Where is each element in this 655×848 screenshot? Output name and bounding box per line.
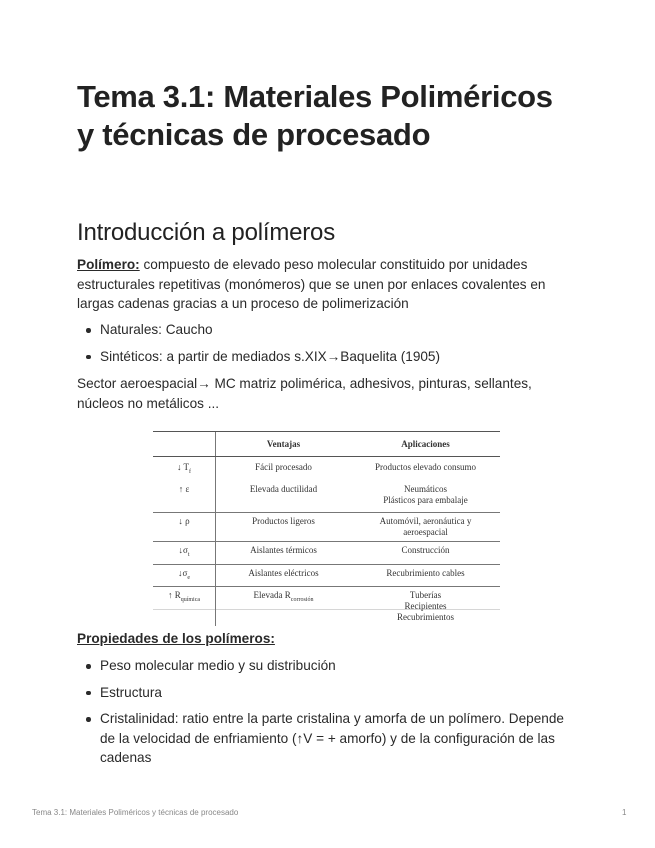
advantage-sub: corrosión <box>290 597 314 604</box>
definition-term: Polímero: <box>77 257 140 272</box>
advantages-table <box>153 431 500 623</box>
table-row <box>153 481 500 513</box>
advantage-cell: Elevada ductilidad <box>216 481 352 513</box>
table-row <box>153 587 500 627</box>
page-number: 1 <box>622 808 627 817</box>
table-row <box>153 512 500 541</box>
advantage-cell: Elevada R <box>253 590 291 601</box>
definition-text: compuesto de elevado peso molecular constituido por unidades estructurales repetitivas (monómeros) que se unen por enlaces covalentes en largas cadenas gracias a un proceso de polimerización <box>77 257 546 311</box>
polymer-types-list <box>77 320 577 373</box>
symbol-cell: ↓ ρ <box>178 515 190 526</box>
symbol-cell: ↑ R <box>167 590 181 601</box>
table-header <box>153 432 216 457</box>
symbol-sub: química <box>180 597 201 604</box>
application-cell: Tuberías Recipientes Recubrimientos <box>397 590 454 623</box>
table-row <box>153 541 500 564</box>
advantage-cell: Fácil procesado <box>255 462 312 472</box>
list-item: Naturales: Caucho <box>77 320 577 340</box>
table-header: Aplicaciones <box>351 432 500 457</box>
page-title: Tema 3.1: Materiales Poliméricos y técnicas de procesado <box>77 79 553 152</box>
symbol-cell: ↓σ <box>177 567 188 578</box>
symbol-sub: f <box>189 468 192 475</box>
advantage-cell: Aislantes eléctricos <box>216 564 352 587</box>
symbol-cell: ↓σ <box>178 544 188 555</box>
application-cell: Automóvil, aeronáutica y aeroespacial <box>351 512 500 541</box>
properties-list <box>77 656 577 775</box>
list-item: Sintéticos: a partir de mediados s.XIX→Baquelita (1905) <box>77 347 577 367</box>
polymer-definition <box>77 255 577 314</box>
advantage-cell: Aislantes térmicos <box>216 541 352 564</box>
application-cell: Construcción <box>351 541 500 564</box>
table-row <box>153 457 500 481</box>
list-item: Cristalinidad: ratio entre la parte cristalina y amorfa de un polímero. Depende de la velocidad de enfriamiento (↑V = + amorfo) y de la configuración de las cadenas <box>77 709 577 768</box>
section-heading-intro: Introducción a polímeros <box>77 219 336 246</box>
application-cell: Neumáticos Plásticos para embalaje <box>351 481 500 513</box>
properties-heading: Propiedades de los polímeros: <box>77 631 275 646</box>
aerospace-sector-text: Sector aeroespacial→ MC matriz polimérica, adhesivos, pinturas, sellantes, núcleos no metálicos ... <box>77 376 532 411</box>
list-item: Estructura <box>77 683 577 703</box>
application-cell: Recubrimiento cables <box>351 564 500 587</box>
symbol-sub: e <box>187 574 191 581</box>
symbol-sub: t <box>187 551 190 558</box>
table-header: Ventajas <box>216 432 352 457</box>
list-item: Peso molecular medio y su distribución <box>77 656 577 676</box>
symbol-cell: ↑ ε <box>178 483 190 494</box>
application-cell: Productos elevado consumo <box>375 462 476 472</box>
table-row <box>153 564 500 587</box>
advantage-cell: Productos ligeros <box>216 512 352 541</box>
footer-title: Tema 3.1: Materiales Poliméricos y técnicas de procesado <box>32 808 239 817</box>
symbol-cell: ↓ T <box>176 462 190 472</box>
